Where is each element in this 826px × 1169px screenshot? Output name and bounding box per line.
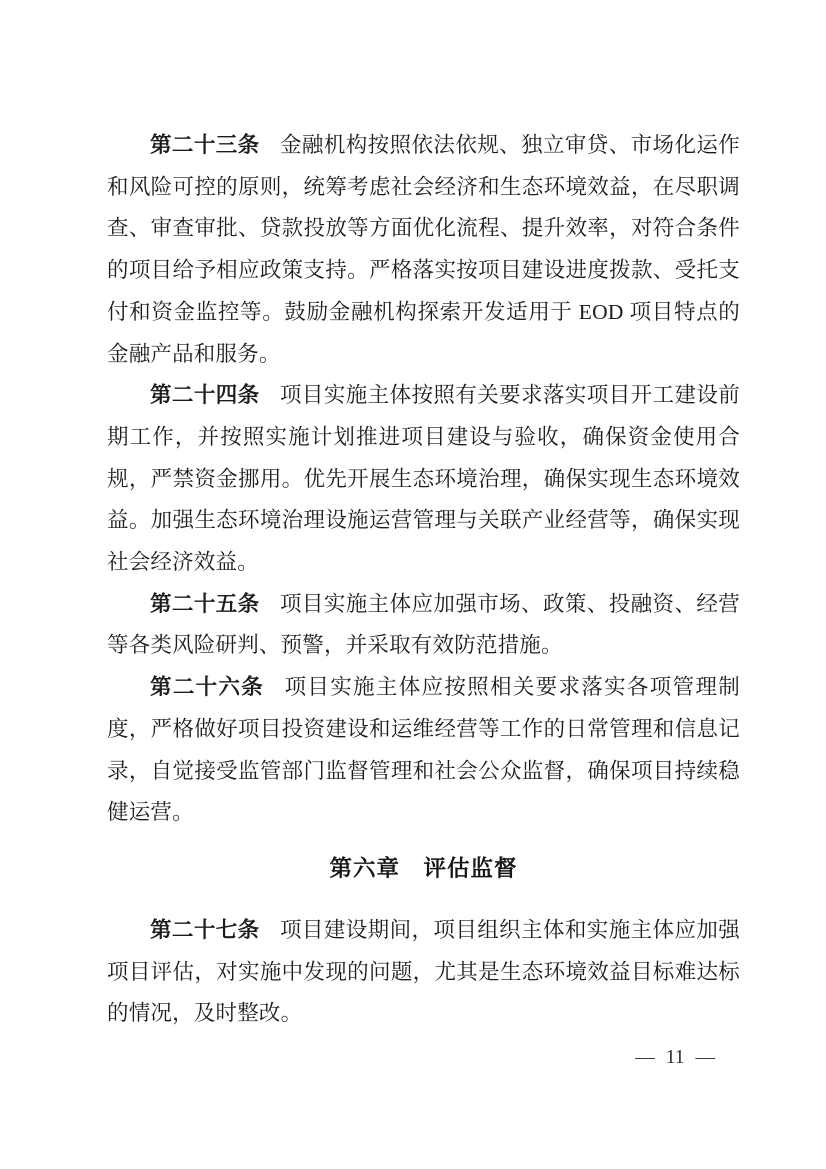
article-text: 项目建设期间，项目组织主体和实施主体应加强项目评估，对实施中发现的问题，尤其是生态环境效益目标难达标的情况，及时整改。 — [107, 917, 740, 1026]
article-text: 项目实施主体按照有关要求落实项目开工建设前期工作，并按照实施计划推进项目建设与验收，确保资金使用合规，严禁资金挪用。优先开展生态环境治理，确保实现生态环境效益。加强生态环境治理设施运营管理与关联产业经营等，确保实现社会经济效益。 — [107, 383, 740, 575]
article-paragraph-24 — [107, 375, 740, 584]
article-text: 金融机构按照依法依规、独立审贷、市场化运作和风险可控的原则，统筹考虑社会经济和生态环境效益，在尽职调查、审查审批、贷款投放等方面优化流程、提升效率，对符合条件的项目给予相应政策支持。严格落实按项目建设进度拨款、受托支付和资金监控等。鼓励金融机构探索开发适用于 EOD 项目特点的金融产品和服务。 — [107, 133, 740, 366]
chapter-heading: 第六章 评估监督 — [329, 855, 518, 881]
footer-left-dash: — — [635, 1047, 655, 1068]
article-paragraph-23 — [107, 125, 740, 375]
article-number: 第二十四条 — [150, 383, 260, 408]
article-number: 第二十七条 — [150, 917, 260, 942]
footer-right-dash: — — [695, 1047, 715, 1068]
page-footer — [624, 1046, 726, 1070]
article-paragraph-25 — [107, 584, 740, 667]
article-text: 项目实施主体应加强市场、政策、投融资、经营等各类风险研判、预警，并采取有效防范措施。 — [107, 591, 740, 658]
article-paragraph-26 — [107, 667, 740, 834]
article-paragraph-27 — [107, 910, 740, 1035]
article-number: 第二十六条 — [150, 675, 265, 700]
page-number: 11 — [665, 1047, 685, 1068]
article-number: 第二十三条 — [150, 133, 260, 157]
article-text: 项目实施主体应按照相关要求落实各项管理制度，严格做好项目投资建设和运维经营等工作的日常管理和信息记录，自觉接受监管部门监督管理和社会公众监督，确保项目持续稳健运营。 — [107, 675, 740, 825]
article-number: 第二十五条 — [150, 591, 260, 616]
